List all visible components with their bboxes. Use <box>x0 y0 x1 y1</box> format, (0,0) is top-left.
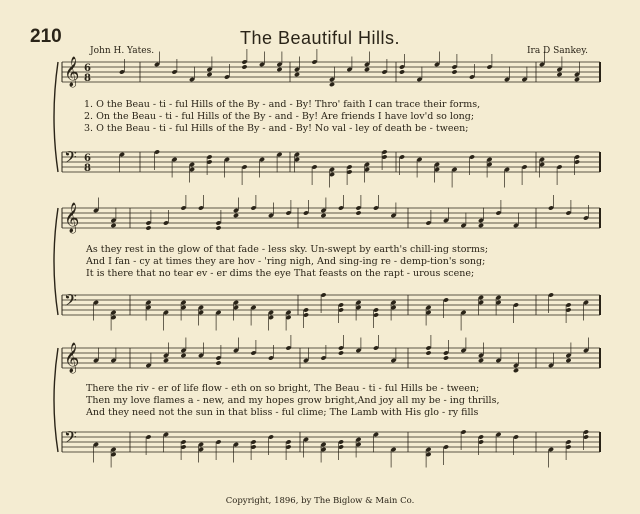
note-head <box>355 210 361 215</box>
lyric-line: And I fan - cy at times they are hov - 'ring nigh, And sing-ing re - demp-tion's song; <box>86 256 486 267</box>
note-head <box>478 358 484 363</box>
note-head <box>478 223 484 228</box>
composer-credit: Ira D Sankey. <box>526 46 588 56</box>
note-head <box>215 360 221 365</box>
lyrics-system-1 <box>84 99 480 135</box>
note-head <box>556 72 562 77</box>
time-signature-bottom: 8 <box>84 163 91 174</box>
lyric-line: There the riv - er of life flow - eth on so bright, The Beau - ti - ful Hills be - tween; <box>86 383 480 394</box>
note-head <box>443 355 449 360</box>
note-head <box>110 223 116 228</box>
copyright-notice: Copyright, 1896, by The Biglow & Main Co. <box>225 496 415 506</box>
lyrics-system-2 <box>86 244 488 280</box>
note-head <box>276 67 282 72</box>
note-head <box>233 213 239 218</box>
lyric-line: It is there that no tear ev - er dims the eye That feasts on the rapt - urous scene; <box>86 268 475 279</box>
page-number: 210 <box>30 26 62 47</box>
system-brace <box>54 62 58 172</box>
note-head <box>320 213 326 218</box>
treble-clef-icon: 𝄞 <box>64 343 80 373</box>
time-signature-top: 6 <box>84 63 91 74</box>
treble-clef-icon: 𝄞 <box>64 57 80 87</box>
note-head <box>338 350 344 355</box>
note-head <box>513 368 519 373</box>
hymn-title: The Beautiful Hills. <box>239 28 401 48</box>
note-head <box>180 353 186 358</box>
treble-clef-icon: 𝄞 <box>64 203 80 233</box>
lyric-line: 1. O the Beau - ti - ful Hills of the By - and - By! Thro' faith I can trace their forms, <box>84 99 481 110</box>
bass-clef-icon: 𝄢 <box>64 290 77 314</box>
note-head <box>241 64 247 69</box>
lyric-line: Then my love flames a - new, and my hopes grow bright,And joy all my be - ing thrills, <box>86 395 500 406</box>
system-brace <box>54 208 58 315</box>
note-head <box>364 67 370 72</box>
note-head <box>163 358 169 363</box>
note-head <box>206 72 212 77</box>
time-signature-bottom: 8 <box>84 73 91 84</box>
note-head <box>294 72 300 77</box>
note-head <box>329 82 335 87</box>
note-head <box>451 69 457 74</box>
lyric-line: As they rest in the glow of that fade - less sky. Un-swept by earth's chill-ing storms; <box>86 244 489 255</box>
bass-clef-icon: 𝄢 <box>64 147 77 171</box>
author-credit: John H. Yates. <box>90 46 155 56</box>
time-signature-top: 6 <box>84 153 91 164</box>
note-head <box>565 358 571 363</box>
bass-clef-icon: 𝄢 <box>64 427 77 451</box>
note-head <box>574 77 580 82</box>
lyric-line: 2. On the Beau - ti - ful Hills of the By - and - By! Are friends I have lov'd so long; <box>84 111 475 122</box>
lyric-line: 3. O the Beau - ti - ful Hills of the By - and - By! No val - ley of death be - tween; <box>84 123 469 134</box>
note-head <box>425 350 431 355</box>
lyric-line: And they need not the sun in that bliss - ful clime; The Lamb with His glo - ry fills <box>86 407 479 418</box>
note-head <box>215 225 221 230</box>
lyrics-system-3 <box>86 383 500 419</box>
system-brace <box>54 348 58 452</box>
note-head <box>145 225 151 230</box>
note-head <box>399 69 405 74</box>
